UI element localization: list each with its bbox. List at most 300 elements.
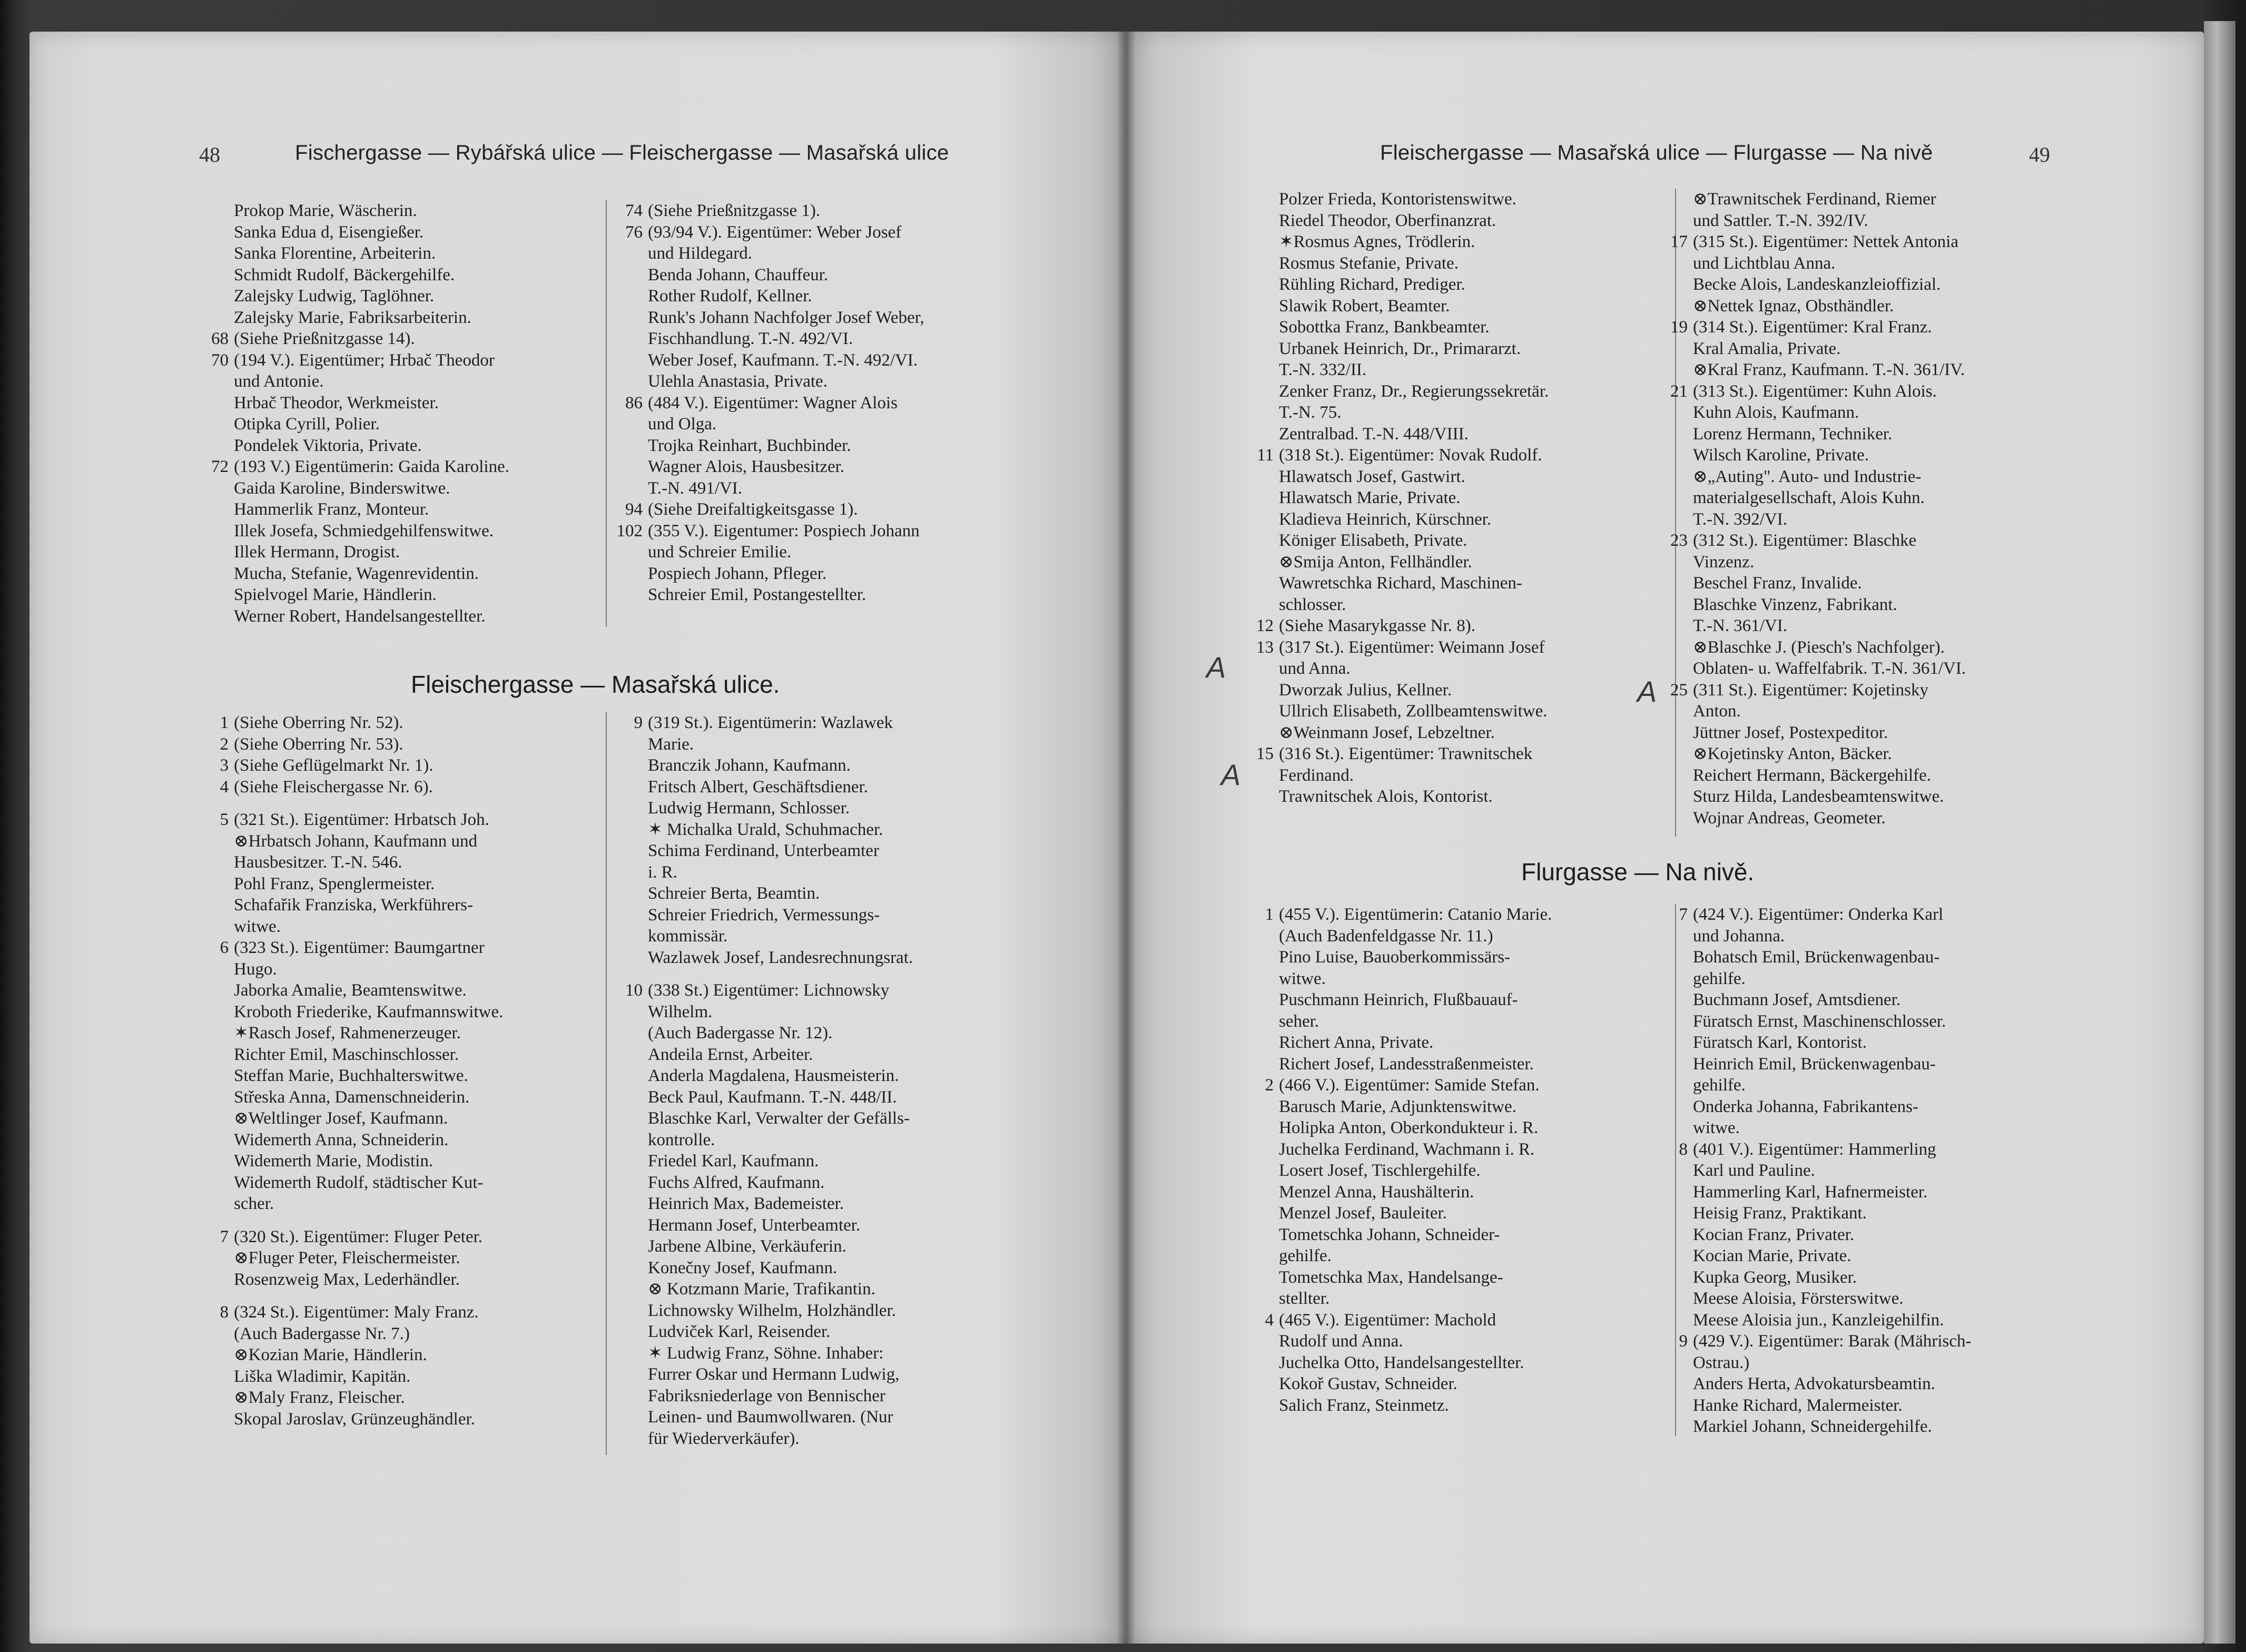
directory-entry (1660, 424, 2082, 445)
directory-entry (1246, 786, 1657, 808)
directory-entry (1246, 1096, 1657, 1118)
directory-entry (1246, 722, 1657, 744)
entry-text: Onderka Johanna, Fabrikantens- (1693, 1097, 1918, 1116)
entry-text: (320 St.). Eigentümer: Fluger Peter. (234, 1227, 483, 1246)
entry-text: Liška Wladimir, Kapitän. (234, 1366, 411, 1386)
entry-text: (355 V.). Eigentumer: Pospiech Johann (648, 521, 920, 540)
entry-text: T.-N. 332/II. (1279, 360, 1367, 379)
directory-entry (201, 1247, 591, 1269)
entry-text: Salich Franz, Steinmetz. (1279, 1395, 1449, 1415)
directory-entry (615, 980, 1016, 1001)
directory-entry (615, 819, 1016, 841)
entry-text: (312 St.). Eigentümer: Blaschke (1693, 531, 1917, 550)
directory-entry (1660, 743, 2082, 765)
entry-text: (93/94 V.). Eigentümer: Weber Josef (648, 222, 902, 242)
directory-entry (1660, 1160, 2082, 1182)
entry-text: (321 St.). Eigentümer: Hrbatsch Joh. (234, 810, 489, 829)
directory-entry (615, 840, 1016, 862)
entry-text: Lichnowsky Wilhelm, Holzhändler. (648, 1301, 896, 1320)
directory-entry (1246, 1011, 1657, 1032)
entry-text: Kocian Marie, Private. (1693, 1246, 1851, 1265)
directory-entry (1660, 615, 2082, 637)
entry-text: Wagner Alois, Hausbesitzer. (648, 457, 845, 476)
entry-text: Zalejsky Marie, Fabriksarbeiterin. (234, 308, 471, 327)
entry-text: ⊗Blaschke J. (Piesch's Nachfolger). (1693, 637, 1945, 657)
entry-text: Anderla Magdalena, Hausmeisterin. (648, 1066, 899, 1085)
directory-entry (615, 1022, 1016, 1044)
entry-text: Ferdinand. (1279, 765, 1354, 785)
directory-entry (201, 1290, 591, 1302)
directory-entry (1246, 637, 1657, 658)
entry-text: Tometschka Max, Handelsange- (1279, 1267, 1503, 1287)
directory-entry (201, 286, 591, 307)
directory-entry (1246, 466, 1657, 488)
directory-entry (201, 1226, 591, 1248)
directory-entry (1246, 573, 1657, 594)
directory-entry (615, 200, 1016, 222)
entry-text: Menzel Josef, Bauleiter. (1279, 1204, 1447, 1223)
entry-text: Skopal Jaroslav, Grünzeughändler. (234, 1409, 475, 1429)
entry-text: und Johanna. (1693, 926, 1785, 946)
entry-text: (424 V.). Eigentümer: Onderka Karl (1693, 905, 1944, 924)
entry-text: Friedel Karl, Kaufmann. (648, 1152, 819, 1171)
entry-text: und Hildegard. (648, 244, 752, 263)
directory-entry (1246, 1288, 1657, 1310)
entry-text: Sobottka Franz, Bankbeamter. (1279, 318, 1490, 337)
entry-text: Gaida Karoline, Binderswitwe. (234, 478, 450, 498)
entry-text: Markiel Johann, Schneidergehilfe. (1693, 1417, 1932, 1436)
directory-entry (615, 904, 1016, 926)
directory-entry (1246, 594, 1657, 616)
entry-text: ⊗Trawnitschek Ferdinand, Riemer (1693, 190, 1936, 209)
directory-entry (615, 1407, 1016, 1428)
entry-text: witwe. (1279, 969, 1326, 988)
directory-entry (615, 1343, 1016, 1364)
directory-entry (1246, 274, 1657, 296)
directory-entry (615, 520, 1016, 542)
entry-text: Anders Herta, Advokatursbeamtin. (1693, 1374, 1936, 1393)
directory-entry (1660, 594, 2082, 616)
directory-entry (201, 435, 591, 457)
entry-text: Widemerth Marie, Modistin. (234, 1152, 434, 1171)
directory-entry (615, 499, 1016, 520)
directory-entry (615, 862, 1016, 883)
column-divider (606, 712, 607, 1455)
directory-entry (201, 712, 591, 734)
entry-text: Pondelek Viktoria, Private. (234, 436, 422, 455)
directory-entry (1660, 296, 2082, 317)
entry-text: Ullrich Elisabeth, Zollbeamtenswitwe. (1279, 702, 1548, 721)
directory-entry (1660, 1117, 2082, 1139)
entry-text: gehilfe. (1693, 1076, 1746, 1095)
directory-entry (1246, 424, 1657, 445)
entry-text: kontrolle. (648, 1130, 715, 1149)
entry-text: ⊗Weinmann Josef, Lebzeltner. (1279, 723, 1495, 742)
entry-text: Kladieva Heinrich, Kürschner. (1279, 509, 1492, 529)
directory-entry (615, 1087, 1016, 1108)
entry-text: T.-N. 491/VI. (648, 478, 743, 498)
entry-text: Trawnitschek Alois, Kontorist. (1279, 787, 1493, 806)
directory-entry (1660, 637, 2082, 658)
entry-text: Sanka Florentine, Arbeiterin. (234, 244, 436, 263)
directory-entry (201, 894, 591, 916)
handwritten-mark: A (1221, 758, 1241, 791)
house-number: 68 (211, 329, 229, 348)
directory-entry (615, 478, 1016, 499)
entry-text: (317 St.). Eigentümer: Weimann Josef (1279, 637, 1545, 657)
directory-entry (201, 392, 591, 414)
entry-text: Pospiech Johann, Pfleger. (648, 564, 827, 583)
directory-entry (1660, 1032, 2082, 1054)
entry-text: Wawretschka Richard, Maschinen- (1279, 574, 1522, 593)
directory-entry (615, 222, 1016, 243)
house-number: 76 (625, 222, 643, 242)
entry-text: Fabriksniederlage von Bennischer (648, 1386, 885, 1405)
entry-text: materialgesellschaft, Alois Kuhn. (1693, 488, 1925, 507)
directory-entry (615, 712, 1016, 734)
directory-entry (1246, 253, 1657, 274)
entry-text: Hammerling Karl, Hafnermeister. (1693, 1182, 1928, 1202)
entry-text: Otipka Cyrill, Polier. (234, 415, 380, 434)
directory-entry (201, 264, 591, 286)
entry-text: Illek Josefa, Schmiedgehilfenswitwe. (234, 521, 494, 540)
house-number: 102 (616, 521, 643, 540)
entry-text: Zalejsky Ludwig, Taglöhner. (234, 287, 435, 306)
entry-text: (338 St.) Eigentümer: Lichnowsky (648, 981, 890, 1000)
directory-entry (201, 1001, 591, 1023)
entry-text: ✶Rasch Josef, Rahmenerzeuger. (234, 1024, 461, 1043)
directory-entry (1660, 274, 2082, 296)
directory-entry (201, 980, 591, 1001)
entry-text: Blaschke Vinzenz, Fabrikant. (1693, 595, 1897, 614)
directory-entry (615, 307, 1016, 329)
entry-text: Beck Paul, Kaufmann. T.-N. 448/II. (648, 1087, 897, 1107)
directory-entry (201, 200, 591, 222)
directory-entry (615, 926, 1016, 947)
entry-text: Lorenz Hermann, Techniker. (1693, 424, 1893, 444)
directory-entry (1660, 658, 2082, 680)
entry-text: Wojnar Andreas, Geometer. (1693, 808, 1886, 828)
entry-text: Hermann Josef, Unterbeamter. (648, 1215, 861, 1235)
directory-entry (1246, 1139, 1657, 1161)
directory-entry (1246, 1075, 1657, 1096)
directory-entry (1246, 359, 1657, 381)
directory-entry (1246, 509, 1657, 530)
directory-entry (1246, 1352, 1657, 1374)
directory-entry (1660, 1331, 2082, 1352)
house-number: 1 (1265, 905, 1274, 924)
directory-entry (1246, 487, 1657, 509)
directory-entry (1246, 530, 1657, 552)
entry-text: Jarbene Albine, Verkäuferin. (648, 1237, 846, 1256)
directory-entry (1660, 808, 2082, 829)
directory-entry (615, 371, 1016, 392)
entry-text: Slawik Robert, Beamter. (1279, 296, 1450, 316)
directory-entry (615, 947, 1016, 969)
entry-text: Illek Hermann, Drogist. (234, 543, 400, 562)
directory-entry (1660, 1054, 2082, 1075)
directory-entry (1660, 552, 2082, 573)
directory-entry (1246, 552, 1657, 573)
directory-entry (201, 414, 591, 435)
entry-text: Sturz Hilda, Landesbeamtenswitwe. (1693, 787, 1944, 806)
entry-text: Steffan Marie, Buchhalterswitwe. (234, 1066, 468, 1085)
entry-text: Füratsch Ernst, Maschinenschlosser. (1693, 1011, 1946, 1031)
entry-text: und Sattler. T.-N. 392/IV. (1693, 211, 1868, 230)
directory-entry (615, 328, 1016, 350)
entry-text: Fuchs Alfred, Kaufmann. (648, 1173, 825, 1192)
directory-entry (1246, 968, 1657, 990)
directory-entry (615, 1321, 1016, 1343)
directory-entry (1660, 359, 2082, 381)
house-number: 15 (1256, 744, 1274, 763)
entry-text: scher. (234, 1194, 274, 1213)
directory-entry (201, 606, 591, 627)
entry-text: Urbanek Heinrich, Dr., Primararzt. (1279, 339, 1521, 358)
entry-text: schlosser. (1279, 595, 1346, 614)
directory-entry (1660, 573, 2082, 594)
directory-entry (615, 755, 1016, 776)
directory-entry (1660, 189, 2082, 210)
directory-entry (615, 1044, 1016, 1066)
directory-entry (201, 937, 591, 959)
house-number: 21 (1670, 381, 1688, 401)
entry-text: (311 St.). Eigentümer: Kojetinsky (1693, 680, 1928, 700)
entry-text: Karl und Pauline. (1693, 1161, 1815, 1180)
house-number: 3 (220, 756, 229, 775)
directory-entry (615, 243, 1016, 264)
directory-entry (1660, 904, 2082, 926)
directory-entry (1246, 1160, 1657, 1182)
right-column-a (1246, 189, 1657, 808)
entry-text: Schreier Friedrich, Vermessungs- (648, 905, 880, 925)
house-number: 12 (1256, 616, 1274, 635)
directory-entry (201, 222, 591, 243)
directory-entry (1660, 1267, 2082, 1289)
house-number: 1 (220, 713, 229, 732)
directory-entry (1246, 904, 1657, 926)
directory-entry (615, 734, 1016, 755)
page-edges (2204, 21, 2235, 1644)
entry-text: Widemerth Anna, Schneiderin. (234, 1130, 449, 1149)
directory-entry (1660, 402, 2082, 424)
entry-text: Buchmann Josef, Amtsdiener. (1693, 990, 1901, 1009)
directory-entry (201, 734, 591, 755)
entry-text: Hlawatsch Josef, Gastwirt. (1279, 467, 1465, 486)
directory-entry (201, 307, 591, 329)
directory-entry (615, 563, 1016, 585)
entry-text: (Siehe Oberring Nr. 53). (234, 734, 403, 754)
entry-text: Mucha, Stefanie, Wagenrevidentin. (234, 564, 479, 583)
entry-text: (318 St.). Eigentümer: Novak Rudolf. (1279, 446, 1542, 465)
entry-text: ✶ Ludwig Franz, Söhne. Inhaber: (648, 1343, 884, 1363)
directory-entry (1246, 381, 1657, 402)
entry-text: Ulehla Anastasia, Private. (648, 372, 828, 391)
entry-text: Menzel Anna, Haushälterin. (1279, 1182, 1474, 1202)
directory-entry (201, 1150, 591, 1172)
house-number: 13 (1256, 637, 1274, 657)
left-section-title: Fleischergasse — Masařská ulice. (411, 671, 780, 698)
entry-text: (401 V.). Eigentümer: Hammerling (1693, 1139, 1936, 1159)
directory-entry (201, 542, 591, 563)
entry-text: (484 V.). Eigentümer: Wagner Alois (648, 393, 898, 412)
entry-text: Blaschke Karl, Verwalter der Gefälls- (648, 1109, 910, 1128)
directory-entry (201, 584, 591, 606)
directory-entry (1246, 317, 1657, 338)
directory-entry (1660, 968, 2082, 990)
entry-text: gehilfe. (1279, 1246, 1332, 1265)
directory-entry (201, 852, 591, 873)
entry-text: Andeila Ernst, Arbeiter. (648, 1045, 813, 1064)
entry-text: und Anna. (1279, 659, 1351, 678)
entry-text: Heinrich Max, Bademeister. (648, 1194, 844, 1213)
directory-entry (201, 798, 591, 809)
entry-text: Pino Luise, Bauoberkommissärs- (1279, 948, 1511, 967)
entry-text: ⊗Kozian Marie, Händlerin. (234, 1345, 427, 1364)
house-number: 2 (220, 734, 229, 754)
entry-text: (Siehe Prießnitzgasse 1). (648, 201, 821, 220)
directory-entry (201, 1366, 591, 1388)
directory-entry (615, 1001, 1016, 1023)
directory-entry (1246, 947, 1657, 968)
entry-text: Ludviček Karl, Reisender. (648, 1322, 831, 1341)
directory-entry (201, 809, 591, 831)
entry-text: seher. (1279, 1011, 1319, 1031)
directory-entry (1660, 1182, 2082, 1203)
directory-entry (615, 1236, 1016, 1257)
house-number: 6 (220, 938, 229, 957)
directory-entry (201, 1193, 591, 1215)
entry-text: Fritsch Albert, Geschäftsdiener. (648, 777, 868, 796)
directory-entry (1246, 701, 1657, 722)
directory-entry (1246, 680, 1657, 701)
entry-text: Weber Josef, Kaufmann. T.-N. 492/VI. (648, 350, 918, 370)
directory-entry (201, 916, 591, 938)
directory-entry (1246, 1032, 1657, 1054)
directory-entry (1660, 1416, 2082, 1438)
entry-text: Füratsch Karl, Kontorist. (1693, 1033, 1867, 1052)
directory-entry (1660, 1139, 2082, 1161)
right-column-c (1246, 904, 1657, 1416)
entry-text: (455 V.). Eigentümerin: Catanio Marie. (1279, 905, 1552, 924)
left-page-number: 48 (199, 143, 220, 166)
entry-text: (315 St.). Eigentümer: Nettek Antonia (1693, 232, 1959, 251)
directory-entry (615, 1364, 1016, 1385)
entry-text: Meese Aloisia jun., Kanzleigehilfin. (1693, 1310, 1944, 1330)
entry-text: Tometschka Johann, Schneider- (1279, 1225, 1500, 1244)
entry-text: Leinen- und Baumwollwaren. (Nur (648, 1408, 893, 1427)
directory-entry (1246, 402, 1657, 424)
directory-entry (1246, 1267, 1657, 1289)
entry-text: T.-N. 392/VI. (1693, 509, 1788, 529)
entry-text: Beschel Franz, Invalide. (1693, 574, 1862, 593)
entry-text: Prokop Marie, Wäscherin. (234, 201, 417, 220)
house-number: 7 (1679, 905, 1688, 924)
directory-entry (615, 1300, 1016, 1322)
directory-entry (615, 883, 1016, 904)
entry-text: (316 St.). Eigentümer: Trawnitschek (1279, 744, 1533, 763)
entry-text: ⊗Fluger Peter, Fleischermeister. (234, 1248, 460, 1267)
entry-text: Schreier Emil, Postangestellter. (648, 585, 866, 604)
directory-entry (1246, 658, 1657, 680)
directory-entry (201, 456, 591, 478)
entry-text: i. R. (648, 862, 677, 882)
entry-text: ⊗ Kotzmann Marie, Trafikantin. (648, 1280, 875, 1299)
entry-text: Meese Aloisia, Försterswitwe. (1693, 1289, 1904, 1308)
entry-text: Richert Josef, Landesstraßenmeister. (1279, 1054, 1534, 1074)
entry-text: Pohl Franz, Spenglermeister. (234, 874, 435, 893)
directory-entry (1660, 1395, 2082, 1417)
entry-text: ⊗Maly Franz, Fleischer. (234, 1388, 405, 1407)
directory-entry (1660, 765, 2082, 786)
entry-text: Ostrau.) (1693, 1353, 1750, 1372)
directory-entry (615, 1257, 1016, 1279)
entry-text: Kupka Georg, Musiker. (1693, 1267, 1857, 1287)
directory-entry (1246, 1373, 1657, 1395)
directory-entry (1660, 466, 2082, 488)
house-number: 4 (1265, 1310, 1274, 1330)
entry-text: (Siehe Masarykgasse Nr. 8). (1279, 616, 1475, 635)
directory-entry (1660, 1096, 2082, 1118)
directory-entry (1246, 989, 1657, 1011)
directory-entry (201, 1022, 591, 1044)
entry-text: Becke Alois, Landeskanzleioffizial. (1693, 275, 1941, 294)
entry-text: (Siehe Dreifaltigkeitsgasse 1). (648, 500, 858, 519)
directory-entry (1660, 530, 2082, 552)
directory-entry (1246, 1182, 1657, 1203)
entry-text: Schreier Berta, Beamtin. (648, 884, 820, 903)
entry-text: für Wiederverkäufer). (648, 1429, 800, 1448)
house-number: 2 (1265, 1076, 1274, 1095)
book-gutter (1117, 32, 1136, 1644)
entry-text: witwe. (1693, 1118, 1740, 1137)
entry-text: (Siehe Prießnitzgasse 14). (234, 329, 415, 348)
entry-text: Schima Ferdinand, Unterbeamter (648, 841, 879, 860)
directory-entry (615, 264, 1016, 286)
entry-text: Konečny Josef, Kaufmann. (648, 1258, 838, 1277)
entry-text: Branczik Johann, Kaufmann. (648, 756, 851, 775)
entry-text: Hugo. (234, 959, 277, 979)
directory-entry (1660, 701, 2082, 722)
directory-entry (1246, 210, 1657, 232)
entry-text: (193 V.) Eigentümerin: Gaida Karoline. (234, 457, 509, 476)
house-number: 74 (625, 201, 643, 220)
directory-entry (201, 1108, 591, 1129)
directory-entry (1246, 1310, 1657, 1331)
directory-entry (1246, 1331, 1657, 1352)
entry-text: Vinzenz. (1693, 552, 1755, 572)
house-number: 10 (625, 981, 643, 1000)
directory-entry (201, 1215, 591, 1226)
directory-entry (1246, 1245, 1657, 1267)
entry-text: Rother Rudolf, Kellner. (648, 287, 812, 306)
directory-entry (1660, 253, 2082, 274)
directory-entry (615, 1150, 1016, 1172)
entry-text: Hammerlik Franz, Monteur. (234, 500, 429, 519)
entry-text: Wazlawek Josef, Landesrechnungsrat. (648, 948, 913, 967)
directory-entry (1246, 1054, 1657, 1075)
house-number: 9 (1679, 1332, 1688, 1351)
entry-text: T.-N. 361/VI. (1693, 616, 1788, 635)
directory-entry (201, 243, 591, 264)
entry-text: ⊗Hrbatsch Johann, Kaufmann und (234, 831, 478, 851)
directory-entry (615, 414, 1016, 435)
directory-entry (201, 1065, 591, 1087)
entry-text: ⊗Smija Anton, Fellhändler. (1279, 552, 1472, 572)
entry-text: Juchelka Otto, Handelsangestellter. (1279, 1353, 1524, 1372)
entry-text: (Siehe Oberring Nr. 52). (234, 713, 403, 732)
entry-text: Trojka Reinhart, Buchbinder. (648, 436, 851, 455)
